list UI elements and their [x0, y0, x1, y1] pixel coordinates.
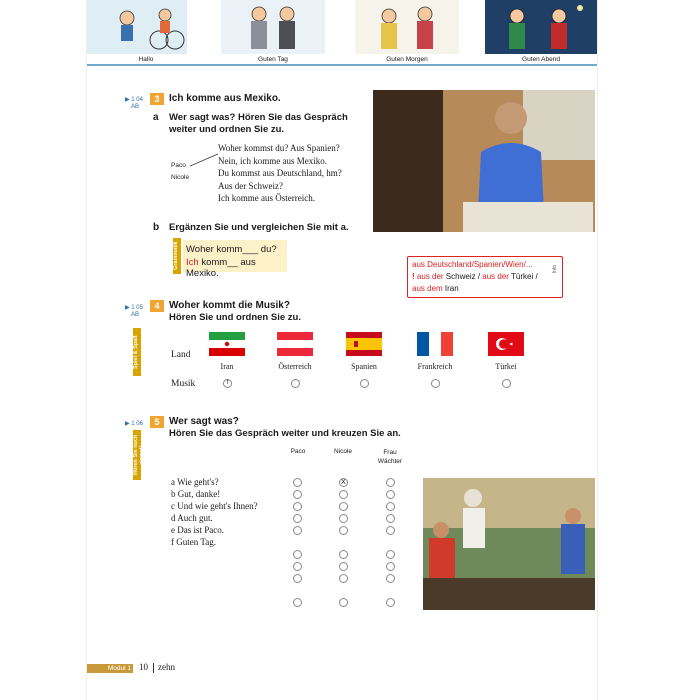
country-label: Iran	[220, 362, 234, 371]
flag-france-icon	[417, 332, 453, 356]
list-item	[171, 536, 258, 548]
grammar-gap: ___ du?	[242, 244, 277, 255]
exercise-title-3: Ich komme aus Mexiko.	[169, 93, 281, 104]
dialog-line: Du kommst aus Deutschland, hm?	[218, 168, 342, 178]
list-item	[171, 500, 258, 512]
statement-list	[171, 476, 258, 548]
item-letter: a	[171, 477, 175, 487]
flag-iran-icon	[209, 332, 245, 356]
answer-checkbox[interactable]	[386, 598, 395, 607]
greeting-illustration-strip	[87, 0, 597, 63]
answer-checkbox[interactable]	[386, 550, 395, 559]
answer-checkbox[interactable]	[339, 562, 348, 571]
module-label: Modul 1	[87, 664, 133, 673]
caption-guten-morgen: Guten Morgen	[386, 56, 428, 63]
exercise-instruction-4: Hören Sie und ordnen Sie zu.	[169, 312, 301, 323]
music-answer-france[interactable]	[431, 379, 440, 388]
answer-checkbox[interactable]: X	[339, 478, 348, 487]
answer-checkbox[interactable]	[339, 502, 348, 511]
row-label-musik: Musik	[171, 379, 196, 389]
answer-checkbox[interactable]	[293, 598, 302, 607]
answer-checkbox[interactable]	[293, 514, 302, 523]
flag-austria-icon	[277, 332, 313, 356]
answer-checkbox[interactable]	[293, 562, 302, 571]
cartoon-guten-tag	[221, 0, 325, 54]
caption-guten-abend: Guten Abend	[522, 56, 560, 63]
caption-guten-tag: Guten Tag	[258, 56, 288, 63]
header-divider	[87, 64, 597, 66]
grammar-line-1	[186, 244, 277, 255]
answer-checkbox[interactable]	[293, 502, 302, 511]
textbook-page	[86, 0, 598, 700]
audio-track-5: ▶ 1 06	[125, 421, 143, 427]
dialog-line: Woher kommst du? Aus Spanien?	[218, 143, 340, 153]
info-line-1	[412, 260, 533, 269]
col-header-line: Frau	[383, 449, 397, 456]
answer-checkbox[interactable]	[386, 514, 395, 523]
audio-track-4: ▶ 1 05	[125, 305, 143, 311]
grammar-word: Woher komm	[186, 244, 243, 255]
country-label: Österreich	[278, 362, 312, 371]
info-text: Türkei /	[508, 272, 538, 281]
dialog-line: Nein, ich komme aus Mexiko.	[218, 155, 327, 166]
info-text: aus der	[482, 272, 509, 281]
item-text: Das ist Paco.	[177, 525, 224, 535]
answer-checkbox[interactable]	[339, 550, 348, 559]
part-b-instruction: Ergänzen Sie und vergleichen Sie mit a.	[169, 222, 349, 233]
row-label-land: Land	[171, 350, 191, 360]
col-header-line: Wächter	[377, 458, 403, 465]
item-text: Gut, danke!	[177, 489, 221, 499]
info-box	[407, 256, 563, 298]
answer-checkbox[interactable]	[386, 478, 395, 487]
item-text: Guten Tag.	[176, 537, 216, 547]
info-text: aus Deutschland/Spanien/Wien/...	[412, 260, 533, 269]
cafe-photo	[373, 90, 595, 232]
answer-checkbox[interactable]	[386, 574, 395, 583]
info-text: aus dem	[412, 284, 443, 293]
music-answer-turkey[interactable]	[502, 379, 511, 388]
ab-ref-3: AB	[131, 104, 140, 110]
part-a-instruction-1: Wer sagt was? Hören Sie das Gespräch	[169, 112, 348, 123]
answer-checkbox[interactable]	[386, 562, 395, 571]
answer-checkbox[interactable]	[293, 478, 302, 487]
footer-divider	[153, 663, 154, 673]
info-text: aus der	[414, 272, 444, 281]
grammar-tag: Grammatik	[173, 238, 181, 274]
grammar-gap: komm__ aus Mexiko.	[186, 257, 256, 279]
cartoon-guten-abend	[485, 0, 597, 54]
col-header-nicole: Nicole	[333, 448, 353, 455]
answer-checkbox[interactable]	[339, 574, 348, 583]
country-label: Frankreich	[417, 362, 453, 371]
audio-track-3: ▶ 1 04	[125, 97, 143, 103]
info-text: Iran	[442, 284, 459, 293]
listen-again-tag: Hören Sie noch einmal!	[133, 430, 141, 480]
item-text: Wie geht's?	[177, 477, 219, 487]
dialog-line: Ich komme aus Österreich.	[218, 193, 315, 203]
exercise-number-4: 4	[150, 300, 164, 312]
answer-checkbox[interactable]	[293, 574, 302, 583]
country-label: Spanien	[351, 362, 377, 371]
grammar-box	[183, 240, 287, 279]
answer-checkbox[interactable]	[386, 490, 395, 499]
caption-hallo: Hallo	[138, 56, 154, 63]
street-cafe-photo	[423, 478, 595, 610]
answer-checkbox[interactable]	[339, 526, 348, 535]
speaker-paco: Paco	[171, 162, 186, 169]
list-item	[171, 488, 258, 500]
list-item	[171, 512, 258, 524]
dialog-line: Aus der Schweiz?	[218, 180, 283, 191]
item-letter: b	[171, 489, 176, 499]
list-item	[171, 524, 258, 536]
cartoon-hallo	[87, 0, 187, 54]
grammar-pronoun: Ich	[186, 257, 199, 268]
item-letter: f	[171, 537, 174, 547]
grammar-line-2	[186, 257, 287, 279]
list-item	[171, 476, 258, 488]
page-number: 10	[139, 662, 148, 672]
item-letter: d	[171, 513, 176, 523]
answer-checkbox[interactable]	[386, 526, 395, 535]
info-text: Schweiz /	[443, 272, 483, 281]
music-answer-iran[interactable]: f	[223, 379, 232, 388]
exercise-number-5: 5	[150, 416, 164, 428]
cartoon-guten-morgen	[355, 0, 459, 54]
answer-checkbox[interactable]	[293, 550, 302, 559]
flag-spain-icon	[346, 332, 382, 356]
info-tag: Info	[552, 265, 558, 274]
music-answer-austria[interactable]	[291, 379, 300, 388]
country-label: Türkei	[495, 362, 517, 371]
exercise-instruction-5: Hören Sie das Gespräch weiter und kreuzen Sie an.	[169, 428, 401, 439]
col-header-paco: Paco	[290, 448, 306, 455]
answer-checkbox[interactable]	[339, 598, 348, 607]
answer-checkbox[interactable]	[386, 502, 395, 511]
page-word: zehn	[158, 662, 175, 672]
col-header-frau-waechter	[372, 448, 408, 466]
item-text: Auch gut.	[177, 513, 213, 523]
info-line-3	[412, 284, 459, 293]
music-answer-spain[interactable]	[360, 379, 369, 388]
answer-checkbox[interactable]	[339, 490, 348, 499]
item-letter: c	[171, 501, 175, 511]
matching-line	[190, 150, 220, 170]
part-a-letter: a	[153, 112, 159, 123]
answer-checkbox[interactable]	[293, 490, 302, 499]
item-text: Und wie geht's Ihnen?	[177, 501, 258, 511]
ab-ref-4: AB	[131, 312, 140, 318]
dialog-lines	[218, 142, 342, 205]
info-line-2	[412, 272, 538, 281]
exercise-number-3: 3	[150, 93, 164, 105]
answer-checkbox[interactable]	[293, 526, 302, 535]
part-b-letter: b	[153, 222, 160, 233]
answer-checkbox[interactable]	[339, 514, 348, 523]
exercise-title-5: Wer sagt was?	[169, 416, 239, 427]
info-exclamation: !	[412, 272, 415, 281]
item-letter: e	[171, 525, 175, 535]
flag-turkey-icon	[488, 332, 524, 356]
part-a-instruction-2: weiter und ordnen Sie zu.	[169, 124, 285, 135]
exercise-title-4: Woher kommt die Musik?	[169, 300, 290, 311]
spiel-spass-tag: Spiel & Spaß	[133, 328, 141, 376]
speaker-nicole: Nicole	[171, 174, 190, 181]
